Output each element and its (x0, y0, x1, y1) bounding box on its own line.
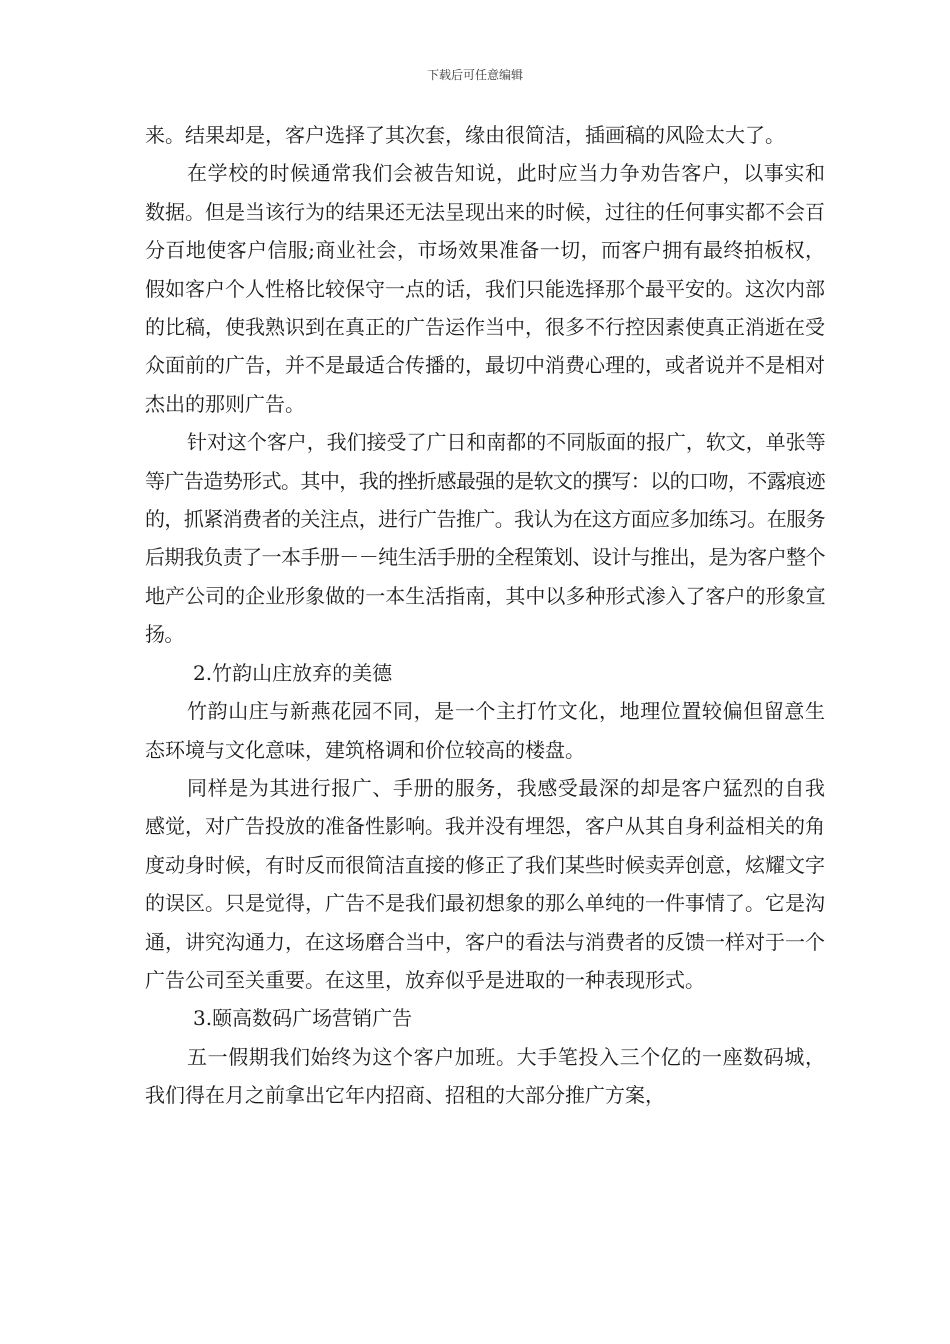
paragraph-zhuyun-intro: 竹韵山庄与新燕花园不同，是一个主打竹文化，地理位置较偏但留意生态环境与文化意味，建筑格调和价位较高的楼盘。 (145, 699, 825, 762)
document-body (145, 116, 825, 1115)
section-heading-yigao: 3.颐高数码广场营销广告 (193, 1006, 413, 1031)
paragraph-continuation: 来。结果却是，客户选择了其次套，缘由很简洁，插画稿的风险太大了。 (145, 123, 785, 147)
paragraph-yigao-intro: 五一假期我们始终为这个客户加班。大手笔投入三个亿的一座数码城，我们得在月之前拿出它年内招商、招租的大部分推广方案， (145, 1044, 825, 1108)
page-header: 下载后可任意编辑 (426, 68, 523, 82)
paragraph-client-promotion: 针对这个客户，我们接受了广日和南都的不同版面的报广，软文，单张等等广告造势形式。其中，我的挫折感最强的是软文的撰写：以的口吻，不露痕迹的，抓紧消费者的关注点，进行广告推广。我认为在这方面应多加练习。在服务后期我负责了一本手册－－纯生活手册的全程策划、设计与推出，是为客户整个地产公司的企业形象做的一本生活指南，其中以多种形式渗入了客户的形象宣扬。 (145, 430, 825, 647)
paragraph-zhuyun-service: 同样是为其进行报广、手册的服务，我感受最深的却是客户猛烈的自我感觉，对广告投放的准备性影响。我并没有埋怨，客户从其自身利益相关的角度动身时候，有时反而很简洁直接的修正了我们某些时候卖弄创意，炫耀文字的误区。只是觉得，广告不是我们最初想象的那么单纯的一件事情了。它是沟通，讲究沟通力，在这场磨合当中，客户的看法与消费者的反馈一样对于一个广告公司至关重要。在这里，放弃似乎是进取的一种表现形式。 (145, 775, 825, 992)
paragraph-school-advice: 在学校的时候通常我们会被告知说，此时应当力争劝告客户，以事实和数据。但是当该行为的结果还无法呈现出来的时候，过往的任何事实都不会百分百地使客户信服;商业社会，市场效果准备一切，而客户拥有最终拍板权，假如客户个人性格比较保守一点的话，我们只能选择那个最平安的。这次内部的比稿，使我熟识到在真正的广告运作当中，很多不行控因素使真正消逝在受众面前的广告，并不是最适合传播的，最切中消费心理的，或者说并不是相对杰出的那则广告。 (145, 161, 825, 416)
section-heading-zhuyun: 2.竹韵山庄放弃的美德 (193, 660, 393, 685)
